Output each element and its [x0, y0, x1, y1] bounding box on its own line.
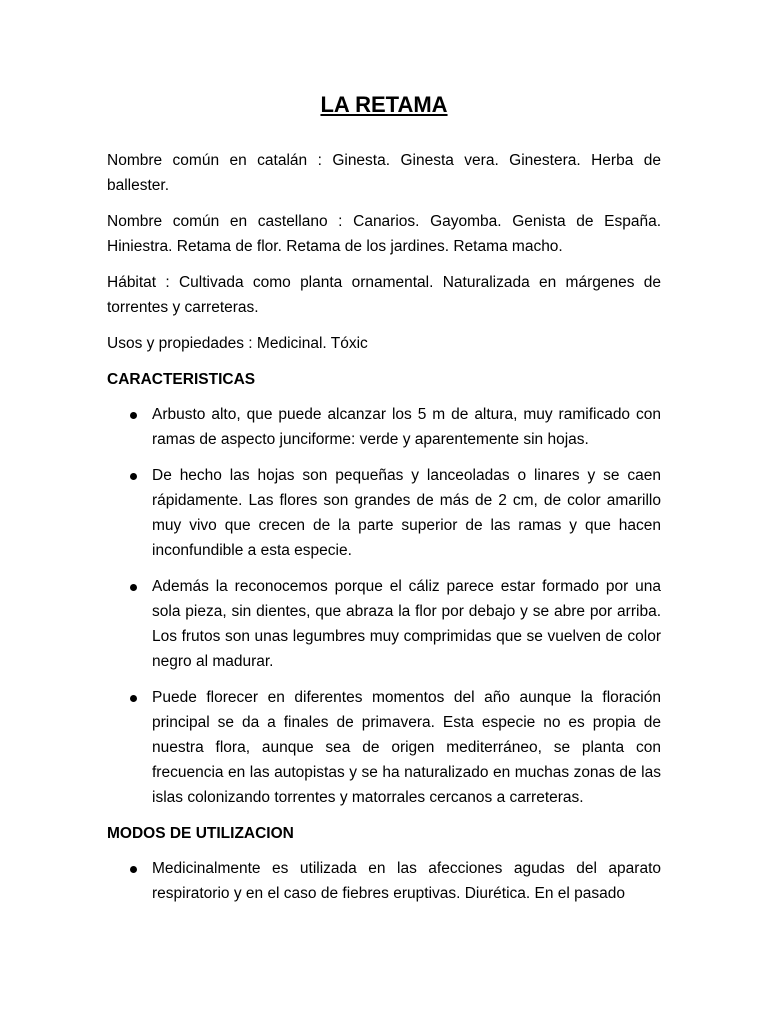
field-label: Usos y propiedades :	[107, 335, 253, 352]
list-item	[107, 856, 661, 906]
list-item	[107, 402, 661, 452]
field-value: Canarios. Gayomba. Genista de España. Hiniestra. Retama de flor. Retama de los jardines. Retama macho.	[107, 213, 661, 255]
field-spanish-name	[107, 209, 661, 259]
list-item-text: Puede florecer en diferentes momentos del año aunque la floración principal se da a finales de primavera. Esta especie no es propia de nuestra flora, aunque sea de origen mediterráneo, se planta con frecuencia en las autopistas y se ha naturalizado en muchas zonas de las islas colonizando torrentes y matorrales cercanos a carreteras.	[152, 689, 661, 806]
bullet-icon	[130, 695, 137, 702]
bullet-icon	[130, 866, 137, 873]
list-item	[107, 574, 661, 674]
field-label: Nombre común en catalán :	[107, 152, 322, 169]
field-label: Hábitat :	[107, 274, 170, 291]
list-item-text: Arbusto alto, que puede alcanzar los 5 m de altura, muy ramificado con ramas de aspecto junciforme: verde y aparentemente sin hojas.	[152, 406, 661, 448]
bullet-icon	[130, 584, 137, 591]
list-item-text: De hecho las hojas son pequeñas y lanceoladas o linares y se caen rápidamente. Las flores son grandes de más de 2 cm, de color amarillo muy vivo que crecen de la parte superior de las ramas y que hacen inconfundible a esta especie.	[152, 467, 661, 559]
field-value: Cultivada como planta ornamental. Naturalizada en márgenes de torrentes y carreteras.	[107, 274, 661, 316]
bullet-icon	[130, 473, 137, 480]
field-value: Ginesta. Ginesta vera. Ginestera. Herba de ballester.	[107, 152, 661, 194]
field-habitat	[107, 270, 661, 320]
usage-list	[107, 856, 661, 906]
section-heading-usage: MODOS DE UTILIZACION	[107, 825, 294, 842]
list-item-text: Medicinalmente es utilizada en las afecciones agudas del aparato respiratorio y en el caso de fiebres eruptivas. Diurética. En el pasado	[152, 860, 661, 902]
field-label: Nombre común en castellano :	[107, 213, 343, 230]
list-item	[107, 685, 661, 810]
document-title: LA RETAMA	[320, 92, 448, 117]
characteristics-list	[107, 402, 661, 810]
field-catalan-name	[107, 148, 661, 198]
field-uses	[107, 331, 661, 356]
field-value: Medicinal. Tóxic	[256, 335, 368, 352]
section-heading-characteristics: CARACTERISTICAS	[107, 371, 256, 388]
list-item-text: Además la reconocemos porque el cáliz parece estar formado por una sola pieza, sin dientes, que abraza la flor por debajo y se abre por arriba. Los frutos son unas legumbres muy comprimidas que se vuelven de color negro al madurar.	[152, 578, 661, 670]
list-item	[107, 463, 661, 563]
bullet-icon	[130, 412, 137, 419]
